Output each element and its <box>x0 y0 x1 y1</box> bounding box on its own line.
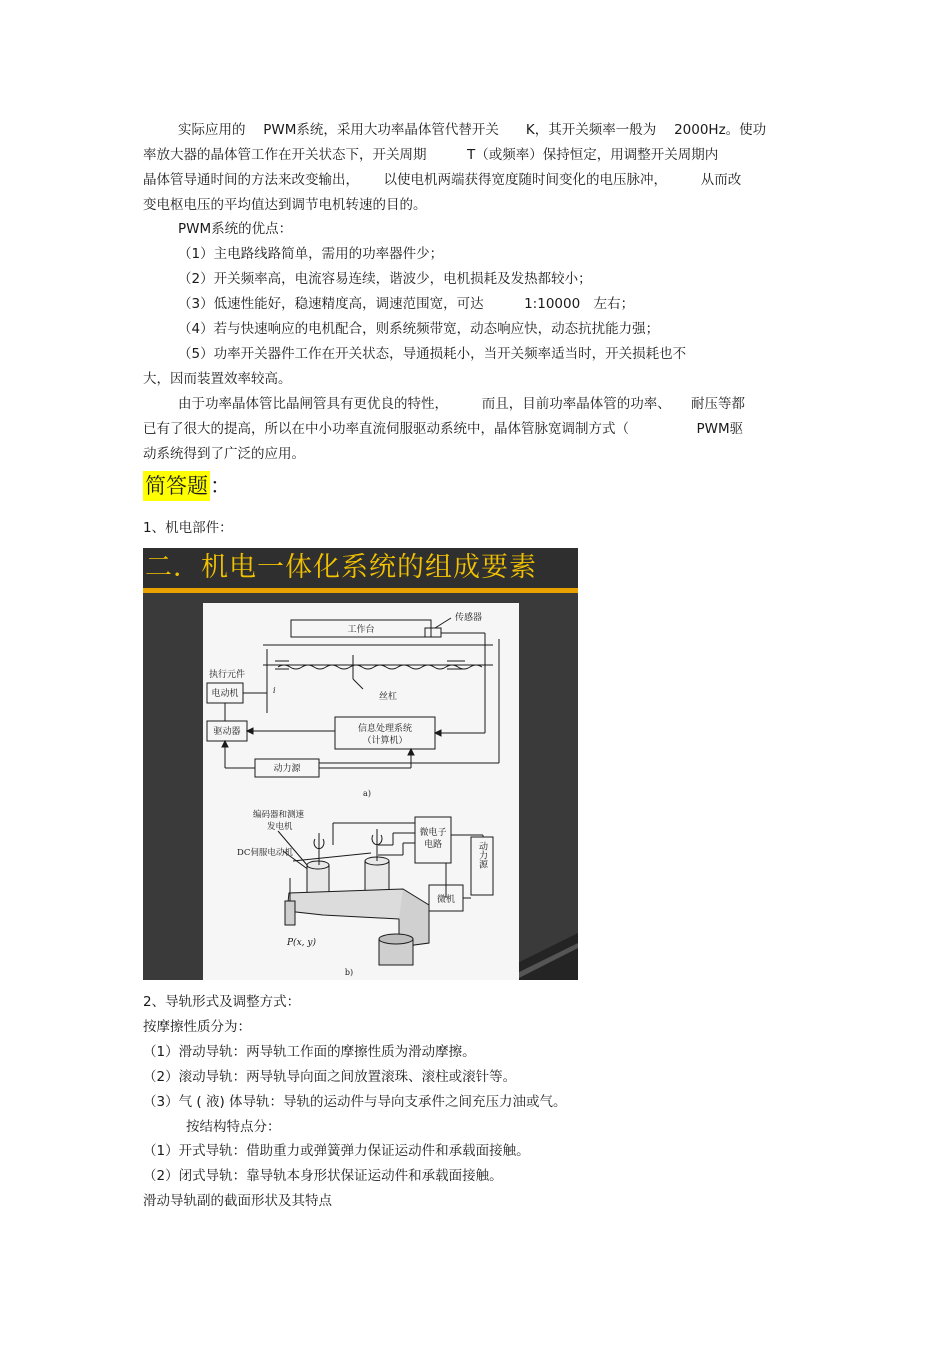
guide-friction-item: （2）滚动导轨：两导轨导向面之间放置滚珠、滚柱或滚针等。 <box>143 1069 517 1085</box>
sensor-leader <box>435 618 451 628</box>
advantage-item-continued: 大，因而装置效率较高。 <box>143 371 292 387</box>
advantage-item: （1）主电路线路简单，需用的功率器件少； <box>178 246 444 262</box>
transistor-paragraph-line: 已有了很大的提高，所以在中小功率直流伺服驱动系统中，晶体管脉宽调制方式（ PWM驱 <box>143 421 744 437</box>
question-1-label: 1、机电部件： <box>143 520 233 536</box>
actuator-label: 执行元件 <box>209 670 246 680</box>
advantage-item: （3）低速性能好，稳速精度高，调速范围宽，可达 1:10000 左右； <box>178 296 635 312</box>
encoder-label-2: 发电机 <box>267 822 293 832</box>
scara-arm <box>287 889 409 919</box>
guide-structure-title: 按结构特点分： <box>186 1119 281 1135</box>
guide-friction-item: （3）气 ( 液) 体导轨：导轨的运动件与导向支承件之间充压力油或气。 <box>143 1094 567 1110</box>
last-line: 滑动导轨副的截面形状及其特点 <box>143 1193 332 1209</box>
section-heading-highlight: 简答题 <box>143 471 210 501</box>
mechatronics-figure <box>203 603 519 980</box>
slide-image <box>143 548 578 980</box>
screw-label: 丝杠 <box>379 692 398 702</box>
mcu-label-2: 电路 <box>423 840 443 850</box>
worktable-label: 工作台 <box>347 625 375 635</box>
advantages-title: PWM系统的优点： <box>178 221 293 237</box>
section-heading-colon: ： <box>210 474 231 498</box>
point-label: P(x, y) <box>287 938 316 948</box>
mechatronics-diagram <box>203 603 519 980</box>
encoder-label: 编码器和测速 <box>253 810 305 820</box>
pwm-paragraph-line: 晶体管导通时间的方法来改变输出， 以使电机两端获得宽度随时间变化的电压脉冲， 从而改 <box>143 172 742 188</box>
info-system-label: 信息处理系统 <box>357 724 413 734</box>
sensor-label: 传感器 <box>455 613 483 623</box>
advantage-item: （5）功率开关器件工作在开关状态，导通损耗小，当开关频率适当时，开关损耗也不 <box>178 346 687 362</box>
transistor-paragraph-line: 动系统得到了广泛的应用。 <box>143 446 305 462</box>
motor-label: 电动机 <box>211 689 239 699</box>
guide-friction-item: （1）滑动导轨：两导轨工作面的摩擦性质为滑动摩擦。 <box>143 1044 476 1060</box>
pwm-paragraph-line: 率放大器的晶体管工作在开关状态下，开关周期 T（或频率）保持恒定，用调整开关周期内 <box>143 147 719 163</box>
caption-b: b) <box>344 968 354 977</box>
mcu-label: 微电子 <box>419 828 447 838</box>
dc-motor-label: DC伺服电动机 <box>237 848 293 858</box>
caption-a: a) <box>363 789 371 798</box>
power-label-b: 动力源 <box>477 841 487 869</box>
guide-structure-item: （1）开式导轨：借助重力或弹簧弹力保证运动件和承载面接触。 <box>143 1143 530 1159</box>
slide-title-underline <box>143 588 578 593</box>
micro-label: 微机 <box>436 895 456 905</box>
pwm-paragraph-line: 实际应用的 PWM系统，采用大功率晶体管代替开关 K，其开关频率一般为 2000Hz。使功 <box>178 122 767 138</box>
power-label-a: 动力源 <box>273 764 301 774</box>
question-2-label: 2、导轨形式及调整方式： <box>143 994 301 1010</box>
advantage-item: （2）开关频率高，电流容易连续，谐波少，电机损耗及发热都较小； <box>178 271 592 287</box>
i-label: i <box>273 686 276 695</box>
sensor-box <box>425 628 441 637</box>
pwm-paragraph-line: 变电枢电压的平均值达到调节电机转速的目的。 <box>143 197 427 213</box>
slide-title: 二．机电一体化系统的组成要素 <box>143 548 578 590</box>
driver-label: 驱动器 <box>213 727 241 737</box>
transistor-paragraph-line: 由于功率晶体管比晶闸管具有更优良的特性， 而且，目前功率晶体管的功率、 耐压等都 <box>178 396 745 412</box>
lead-screw <box>278 665 482 669</box>
guide-friction-title: 按摩擦性质分为： <box>143 1019 251 1035</box>
section-heading <box>143 468 231 504</box>
advantage-item: （4）若与快速响应的电机配合，则系统频带宽，动态响应快，动态抗扰能力强； <box>178 321 660 337</box>
computer-label: （计算机） <box>362 736 408 746</box>
guide-structure-item: （2）闭式导轨：靠导轨本身形状保证运动件和承载面接触。 <box>143 1168 503 1184</box>
